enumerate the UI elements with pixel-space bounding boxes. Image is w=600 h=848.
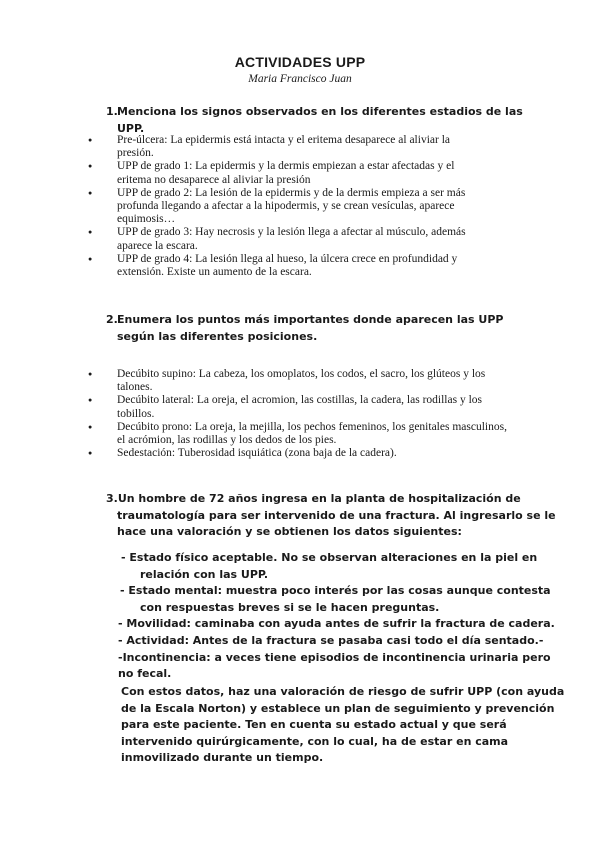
patient-data-line: con respuestas breves si se le hacen preguntas. [140, 600, 440, 614]
list-item: ● Decúbito supino: La cabeza, los omoplatos, los codos, el sacro, los glúteos y los talones. [117, 368, 509, 394]
patient-data-line: - Movilidad: caminaba con ayuda antes de sufrir la fractura de cadera. [118, 617, 555, 631]
question-text: Enumera los puntos más importantes donde aparecen las UPP según las diferentes posiciones. [117, 313, 504, 343]
author-name: Maria Francisco Juan [248, 73, 352, 85]
patient-data-line: - Estado mental: muestra poco interés por las cosas aunque contesta [120, 584, 551, 598]
question-2-list [117, 368, 509, 460]
list-item: ● Decúbito prono: La oreja, la mejilla, los pechos femeninos, los genitales masculinos, el acrómion, las rodillas y los dedos de los pies. [117, 421, 509, 447]
list-item: ● UPP de grado 4: La lesión llega al hueso, la úlcera crece en profundidad y extensión. Existe un aumento de la escara. [117, 253, 487, 279]
question-1 [106, 103, 526, 137]
list-item: ● Sedestación: Tuberosidad isquiática (zona baja de la cadera). [117, 447, 509, 460]
task-line: intervenido quirúrgicamente, con lo cual, ha de estar en cama [121, 734, 509, 748]
patient-data-line: no fecal. [118, 667, 172, 681]
task-instructions [121, 684, 564, 767]
question-intro-line: hace una valoración y se obtienen los datos siguientes: [117, 525, 462, 539]
question-3 [106, 491, 556, 541]
task-line: de la Escala Norton) y establece un plan de seguimiento y prevención [121, 701, 555, 715]
list-item: ● Decúbito lateral: La oreja, el acromion, las costillas, la cadera, las rodillas y los tobillos. [117, 394, 509, 420]
list-item: ● UPP de grado 1: La epidermis y la dermis empiezan a estar afectadas y el eritema no desaparece al aliviar la presión [117, 160, 487, 186]
task-line: Con estos datos, haz una valoración de riesgo de sufrir UPP (con ayuda [121, 685, 565, 698]
question-text: Menciona los signos observados en los diferentes estadios de las UPP. [117, 105, 523, 135]
patient-data [118, 550, 555, 683]
task-line: para este paciente. Ten en cuenta su estado actual y que será [121, 718, 507, 732]
question-number: 1. [106, 105, 118, 118]
patient-data-line: - Estado físico aceptable. No se observan alteraciones en la piel en [121, 551, 538, 564]
question-number: 3. [106, 492, 118, 505]
list-item: ● UPP de grado 2: La lesión de la epidermis y de la dermis empieza a ser más profunda llegando a afectar a la hipodermis, y se crean vesículas, aparece equimosis… [117, 187, 487, 227]
list-item: ● Pre-úlcera: La epidermis está intacta y el eritema desaparece al aliviar la presión. [117, 134, 487, 160]
document-title: ACTIVIDADES UPP [234, 54, 366, 70]
list-item: ● UPP de grado 3: Hay necrosis y la lesión llega a afectar al músculo, además aparece la escara. [117, 226, 487, 252]
question-number: 2. [106, 313, 118, 326]
patient-data-line: - Actividad: Antes de la fractura se pasaba casi todo el día sentado.- [118, 633, 544, 647]
question-intro-line: Un hombre de 72 años ingresa en la planta de hospitalización de [117, 492, 521, 505]
question-intro-line: traumatología para ser intervenido de una fractura. Al ingresarlo se le [117, 508, 556, 522]
question-1-list [117, 134, 487, 279]
patient-data-line: relación con las UPP. [140, 567, 269, 581]
question-2 [106, 311, 506, 345]
task-line: inmovilizado durante un tiempo. [121, 751, 324, 765]
patient-data-line: -Incontinencia: a veces tiene episodios de incontinencia urinaria pero [118, 650, 551, 664]
